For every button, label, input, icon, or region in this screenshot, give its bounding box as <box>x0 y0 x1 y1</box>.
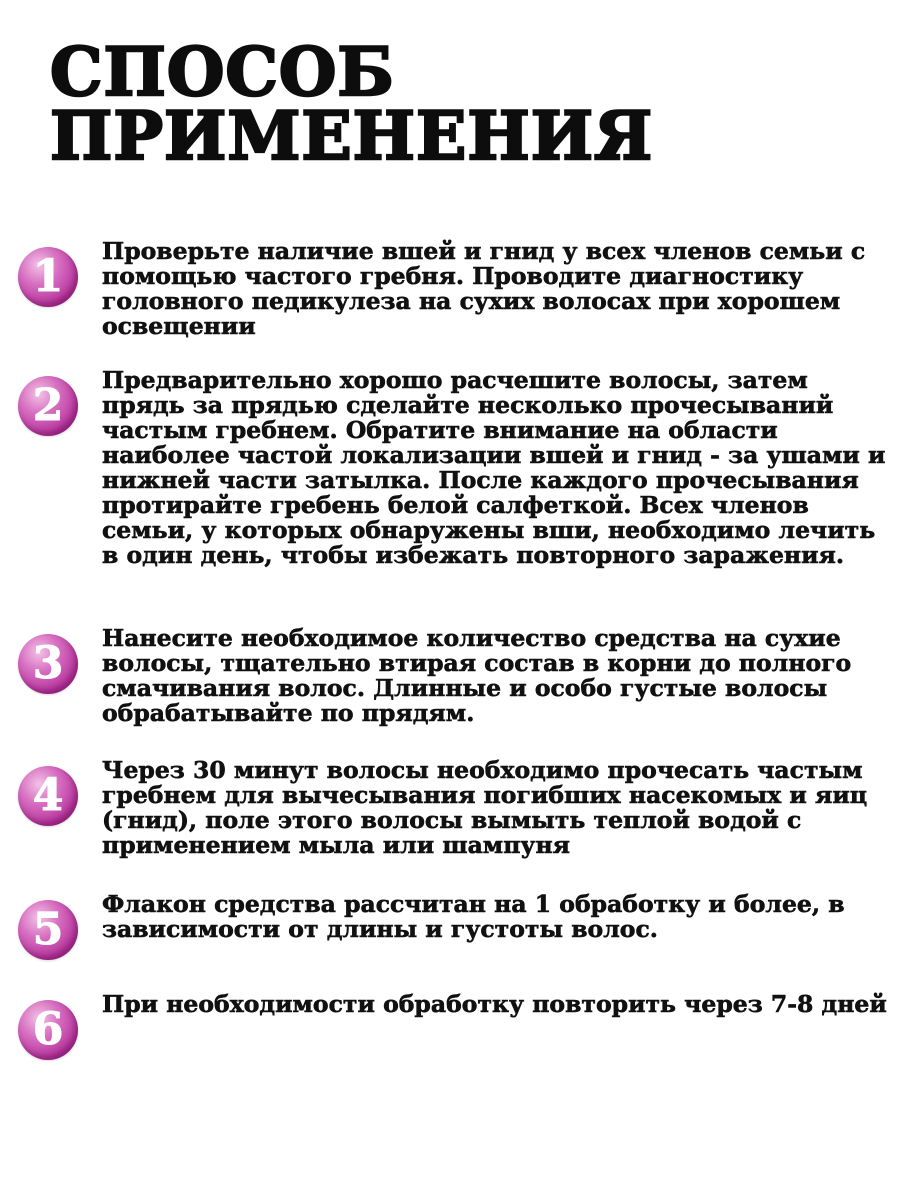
page-title <box>50 33 654 175</box>
step-number-badge: 3 <box>18 634 78 694</box>
step-number-badge: 6 <box>18 1000 78 1060</box>
step-number-badge: 5 <box>18 900 78 960</box>
step-text: Нанесите необходимое количество средства на сухие волосы, тщательно втирая состав в корни до полного смачивания волос. Длинные и особо густые волосы обрабатывайте по прядям. <box>102 624 852 727</box>
title-line-2: ПРИМЕНЕНИЯ <box>50 97 654 175</box>
step-number-badge: 1 <box>18 247 78 307</box>
step-text: При необходимости обработку повторить через 7-8 дней <box>102 990 887 1018</box>
step-text: Предварительно хорошо расчешите волосы, затем прядь за прядью сделайте несколько прочесываний частым гребнем. Обратите внимание на области наиболее частой локализации вшей и гнид - за ушами и нижней части затылка. После каждого прочесывания протирайте гребень белой салфеткой. Всех членов семьи, у которых обнаружены вши, необходимо лечить в один день, чтобы избежать повторного заражения. <box>102 366 886 569</box>
step-text: Через 30 минут волосы необходимо прочесать частым гребнем для вычесывания погибших насекомых и яиц (гнид), поле этого волосы вымыть теплой водой с применением мыла или шампуня <box>102 756 868 859</box>
step-text: Проверьте наличие вшей и гнид у всех членов семьи с помощью частого гребня. Проводите диагностику головного педикулеза на сухих волосах при хорошем освещении <box>102 237 866 340</box>
step-number-badge: 2 <box>18 376 78 436</box>
step-number-badge: 4 <box>18 766 78 826</box>
step-text: Флакон средства рассчитан на 1 обработку и более, в зависимости от длины и густоты волос. <box>102 890 845 943</box>
title-line-1: СПОСОБ <box>50 33 395 111</box>
